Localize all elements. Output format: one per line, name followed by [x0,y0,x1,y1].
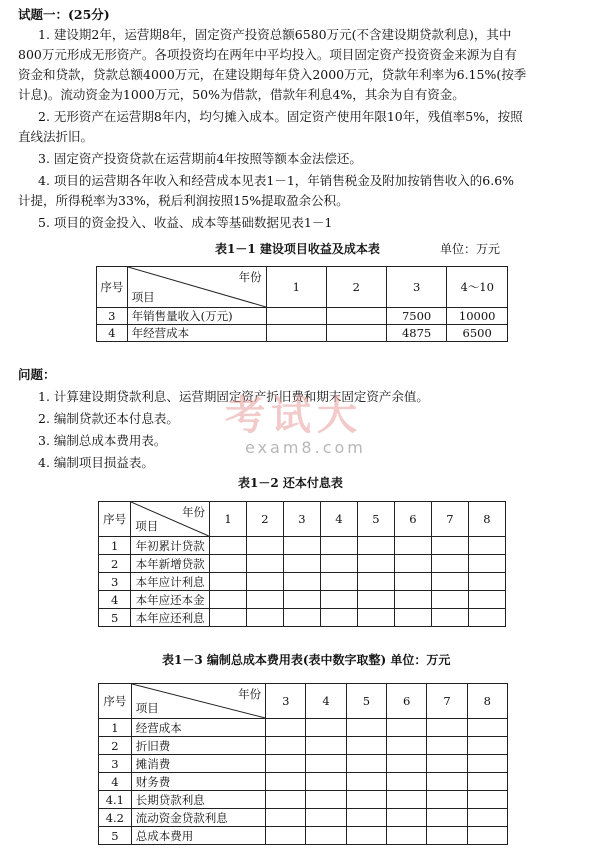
paragraph-line: 800万元形成无形资产。各项投资均在两年中平均投入。项目固定资产投资资金来源为自有 [18,47,517,62]
table3-year: 4 [306,684,346,719]
table3-seq: 4.1 [99,791,132,809]
table3-item: 摊消费 [131,755,265,773]
table1-cell [266,308,326,325]
table3-item: 总成本费用 [131,827,265,845]
table1-item: 年经营成本 [127,325,266,342]
table3-seq: 3 [99,755,132,773]
paragraph-line: 3. 固定资产投资贷款在运营期前4年按照等额本金法偿还。 [38,151,362,166]
table2-item: 本年应计利息 [131,573,210,591]
table2-item: 本年应还本金 [131,591,210,609]
table2-year: 3 [283,502,320,537]
table1-year: 1 [266,267,326,308]
table2-item: 年初累计贷款 [131,537,210,555]
table3 [98,683,508,845]
table3-year: 6 [387,684,427,719]
table3-item-label: 项目 [135,701,159,715]
paragraph-line: 1. 建设期2年，运营期8年，固定资产投资总额6580万元(不含建设期贷款利息)，其中 [38,27,512,42]
table1-cell [326,308,386,325]
table3-year: 8 [467,684,507,719]
question-item: 4. 编制项目损益表。 [38,455,154,470]
exam-header: 试题一：(25分) [18,7,110,22]
table1-cell: 7500 [386,308,446,325]
table-row [99,591,506,609]
table3-item: 长期贷款利息 [131,791,265,809]
paragraph-line: 计提，所得税率为33%，税后利润按照15%提取盈余公积。 [18,193,349,208]
table1-caption: 表1－1 建设项目收益及成本表 [215,242,380,256]
table3-seq: 4.2 [99,809,132,827]
question-item: 2. 编制贷款还本付息表。 [38,411,179,426]
table3-year: 7 [427,684,467,719]
table-row [99,609,506,627]
table2-year: 2 [246,502,283,537]
table-row [99,773,508,791]
table2-year: 5 [357,502,394,537]
table1-year: 4～10 [447,267,508,308]
table2-year: 8 [468,502,505,537]
paragraph-line: 资金和贷款，贷款总额4000万元，在建设期每年贷入2000万元，贷款年利率为6.15%(按季 [18,67,527,82]
table-row [99,791,508,809]
paragraph-line: 计息)。流动资金为1000万元，50%为借款，借款年利息4%，其余为自有资金。 [18,87,465,102]
paragraph-line: 5. 项目的资金投入、收益、成本等基础数据见表1－1 [38,215,333,230]
table2-item: 本年应还利息 [131,609,210,627]
table1-cell [266,325,326,342]
table1-seq: 4 [97,325,128,342]
table-row [99,719,508,737]
table-row [99,537,506,555]
table1-cell: 10000 [447,308,508,325]
table2-year-label: 年份 [181,505,205,519]
table3-seq: 5 [99,827,132,845]
table3-year: 3 [266,684,306,719]
table1-seq-header: 序号 [97,267,128,308]
table-row [97,325,508,342]
table2-seq: 1 [99,537,131,555]
table2-diagonal-header [131,502,210,537]
table2-seq: 4 [99,591,131,609]
question-item: 3. 编制总成本费用表。 [38,433,167,448]
paragraph-line: 直线法折旧。 [18,129,94,144]
table-row [99,573,506,591]
table1-unit: 单位：万元 [440,242,501,256]
paragraph-line: 2. 无形资产在运营期8年内，均匀摊入成本。固定资产使用年限10年，残值率5%，按照 [38,109,523,124]
table2-year: 6 [394,502,431,537]
table1-year-label: 年份 [238,270,262,284]
table3-year-label: 年份 [238,687,262,701]
watermark-sub: exam8.com [245,438,366,457]
table-row [99,755,508,773]
table1-item-label: 项目 [131,290,155,304]
table3-year: 5 [346,684,386,719]
table3-item: 流动资金贷款利息 [131,809,265,827]
table1-item: 年销售量收入(万元) [127,308,266,325]
table3-seq: 1 [99,719,132,737]
table1-diagonal-header [127,267,266,308]
watermark-text: 考试大 [225,393,363,439]
table3-item: 财务费 [131,773,265,791]
table2-item: 本年新增贷款 [131,555,210,573]
paragraph-line: 4. 项目的运营期各年收入和经营成本见表1－1，年销售税金及附加按销售收入的6.6% [38,173,515,188]
table3-item: 经营成本 [131,719,265,737]
table2-year: 1 [209,502,246,537]
table1-cell: 4875 [386,325,446,342]
table1 [96,266,508,342]
watermark-logo [225,393,366,457]
table2-caption: 表1－2 还本付息表 [238,476,343,490]
table-row [99,555,506,573]
table1-cell [326,325,386,342]
table1-seq: 3 [97,308,128,325]
table2-item-label: 项目 [135,519,159,533]
table1-cell: 6500 [447,325,508,342]
table3-item: 折旧费 [131,737,265,755]
table3-caption: 表1－3 编制总成本费用表(表中数字取整) 单位：万元 [162,653,451,667]
table-row [99,737,508,755]
table2-seq: 2 [99,555,131,573]
table-row [97,308,508,325]
table2-seq-header: 序号 [99,502,131,537]
table3-diagonal-header [131,684,265,719]
table2-seq: 5 [99,609,131,627]
questions-title: 问题： [18,367,56,382]
question-item: 1. 计算建设期贷款利息、运营期固定资产折旧费和期末固定资产余值。 [38,389,429,404]
table-row [99,809,508,827]
table1-year: 2 [326,267,386,308]
table2-year: 4 [320,502,357,537]
table1-year: 3 [386,267,446,308]
table3-seq: 4 [99,773,132,791]
table2 [98,501,506,627]
table2-seq: 3 [99,573,131,591]
table3-seq-header: 序号 [99,684,132,719]
table2-year: 7 [431,502,468,537]
table3-seq: 2 [99,737,132,755]
table-row [99,827,508,845]
